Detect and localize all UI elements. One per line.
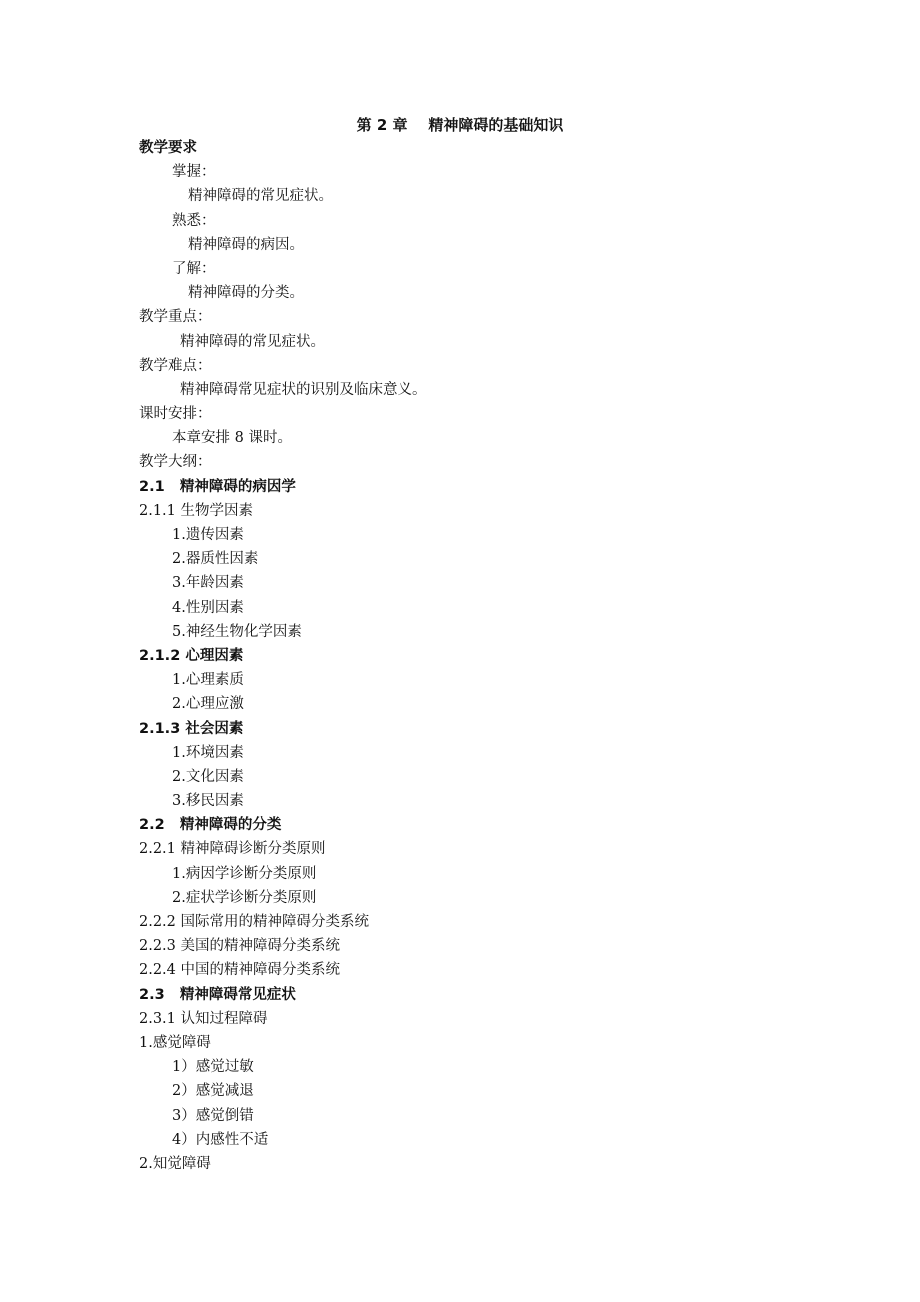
text-line: 3.年龄因素 — [172, 575, 244, 592]
text-line: 精神障碍的常见症状。 — [188, 188, 333, 205]
text-line: 熟悉： — [172, 212, 216, 229]
section-heading: 2.3 精神障碍常见症状 — [139, 986, 296, 1003]
text-line: 2.2.2 国际常用的精神障碍分类系统 — [139, 914, 370, 930]
section-heading: 教学要求 — [139, 140, 197, 156]
text-line: 教学重点： — [139, 309, 212, 326]
text-line: 教学大纲： — [139, 454, 212, 471]
section-heading: 2.1 精神障碍的病因学 — [139, 478, 296, 495]
text-line: 1.遗传因素 — [172, 527, 244, 543]
text-line: 2.文化因素 — [172, 768, 244, 785]
text-line: 精神障碍的病因。 — [188, 236, 304, 253]
text-line: 2.2.4 中国的精神障碍分类系统 — [139, 962, 341, 979]
text-line: 2.3.1 认知过程障碍 — [139, 1010, 268, 1027]
text-line: 3.移民因素 — [172, 793, 244, 810]
text-line: 1.感觉障碍 — [139, 1034, 211, 1051]
text-line: 1.环境因素 — [172, 744, 244, 761]
text-line: 2.知觉障碍 — [139, 1155, 211, 1172]
text-line: 1）感觉过敏 — [172, 1059, 254, 1076]
text-line: 掌握： — [172, 164, 216, 181]
section-heading: 2.2 精神障碍的分类 — [139, 817, 282, 834]
syllabus-body — [139, 136, 839, 1176]
text-line: 精神障碍的分类。 — [188, 285, 304, 302]
text-line: 教学难点： — [139, 357, 212, 374]
text-line: 4.性别因素 — [172, 599, 244, 616]
text-line: 1.心理素质 — [172, 672, 244, 689]
text-line: 2.2.1 精神障碍诊断分类原则 — [139, 841, 326, 858]
text-line: 精神障碍常见症状的识别及临床意义。 — [180, 381, 427, 398]
text-line: 1.病因学诊断分类原则 — [172, 865, 317, 882]
text-line: 5.神经生物化学因素 — [172, 623, 302, 640]
text-line: 精神障碍的常见症状。 — [180, 333, 325, 350]
text-line: 2.器质性因素 — [172, 551, 259, 568]
section-heading: 2.1.2 心理因素 — [139, 647, 244, 664]
text-line: 课时安排： — [139, 406, 212, 423]
text-line: 2.心理应激 — [172, 696, 244, 713]
text-line: 2.症状学诊断分类原则 — [172, 889, 317, 906]
text-line: 2.1.1 生物学因素 — [139, 502, 254, 519]
chapter-title: 第 2 章 精神障碍的基础知识 — [356, 116, 564, 134]
text-line: 3）感觉倒错 — [172, 1107, 254, 1124]
text-line: 了解： — [172, 260, 216, 277]
text-line: 4）内感性不适 — [172, 1131, 269, 1148]
text-line: 2）感觉减退 — [172, 1083, 254, 1100]
text-line: 本章安排 8 课时。 — [172, 430, 292, 447]
section-heading: 2.1.3 社会因素 — [139, 720, 244, 737]
text-line: 2.2.3 美国的精神障碍分类系统 — [139, 938, 341, 955]
